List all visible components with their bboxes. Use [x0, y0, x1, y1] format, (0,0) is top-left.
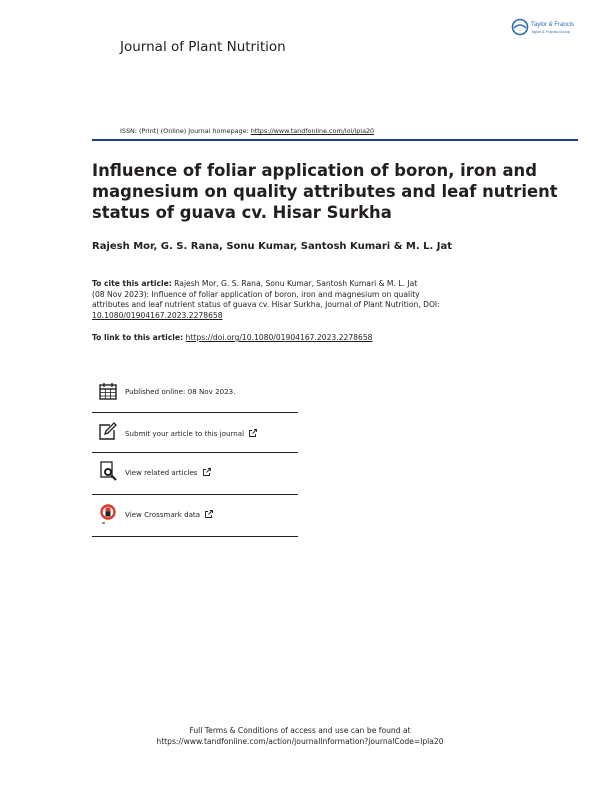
article-title-line-1: Influence of foliar application of boron, iron and — [92, 161, 537, 180]
crossmark-icon — [98, 504, 118, 524]
submit-article-link[interactable] — [125, 429, 257, 438]
citation-label: To cite this article: — [92, 279, 172, 288]
row-divider — [92, 452, 298, 453]
citation-line-1: Rajesh Mor, G. S. Rana, Sonu Kumar, Santosh Kumari & M. L. Jat — [171, 279, 418, 288]
footer-terms-text: Full Terms & Conditions of access and use can be found at — [189, 726, 411, 735]
published-online-text: Published online: 08 Nov 2023. — [125, 387, 236, 396]
article-link-line — [92, 333, 372, 342]
calendar-icon — [98, 381, 118, 401]
published-online-row — [92, 373, 298, 413]
article-title-line-2: magnesium on quality attributes and leaf nutrient — [92, 182, 558, 201]
external-link-icon — [205, 510, 213, 518]
article-title — [92, 160, 558, 223]
issn-prefix: ISSN: (Print) (Online) Journal homepage: — [120, 127, 251, 135]
authors: Rajesh Mor, G. S. Rana, Sonu Kumar, Santosh Kumari & M. L. Jat — [92, 241, 453, 252]
submit-article-label: Submit your article to this journal — [125, 429, 245, 438]
external-link-icon — [203, 468, 211, 476]
crossmark-link[interactable] — [125, 510, 213, 519]
publisher-logo-text: Taylor & Francis — [531, 22, 575, 28]
citation-line-3: attributes and leaf nutrient status of guava cv. Hisar Surkha, Journal of Plant Nutrition, DOI: — [92, 300, 440, 310]
footer-terms-link[interactable]: https://www.tandfonline.com/action/journalInformation?journalCode=lpla20 — [156, 737, 444, 746]
header-rule — [92, 139, 578, 141]
edit-icon — [98, 421, 118, 441]
crossmark-row[interactable] — [92, 497, 298, 537]
citation-line-2: (08 Nov 2023): Influence of foliar application of boron, iron and magnesium on quality — [92, 289, 420, 299]
external-link-icon — [249, 429, 257, 437]
citation-block — [92, 279, 522, 321]
submit-article-row[interactable] — [92, 413, 298, 453]
crossmark-label: View Crossmark data — [125, 510, 201, 519]
related-articles-label: View related articles — [125, 468, 198, 477]
footer — [0, 725, 600, 747]
related-articles-link[interactable] — [125, 468, 211, 477]
citation-doi-link[interactable]: 10.1080/01904167.2023.2278658 — [92, 310, 223, 320]
article-link-label: To link to this article: — [92, 333, 186, 342]
issn-line — [120, 127, 374, 135]
publisher-logo-mark — [511, 16, 587, 38]
journal-title: Journal of Plant Nutrition — [120, 39, 286, 55]
related-articles-icon — [98, 461, 118, 481]
publisher-logo-subtext: Taylor & Francis Group — [531, 30, 570, 34]
row-divider — [92, 494, 298, 495]
publisher-logo[interactable] — [511, 16, 587, 38]
related-articles-row[interactable] — [92, 455, 298, 495]
row-divider — [92, 536, 298, 537]
article-title-line-3: status of guava cv. Hisar Surkha — [92, 203, 392, 222]
article-doi-link[interactable]: https://doi.org/10.1080/01904167.2023.2278658 — [185, 333, 373, 342]
journal-homepage-link[interactable]: https://www.tandfonline.com/loi/lpla20 — [250, 127, 375, 135]
